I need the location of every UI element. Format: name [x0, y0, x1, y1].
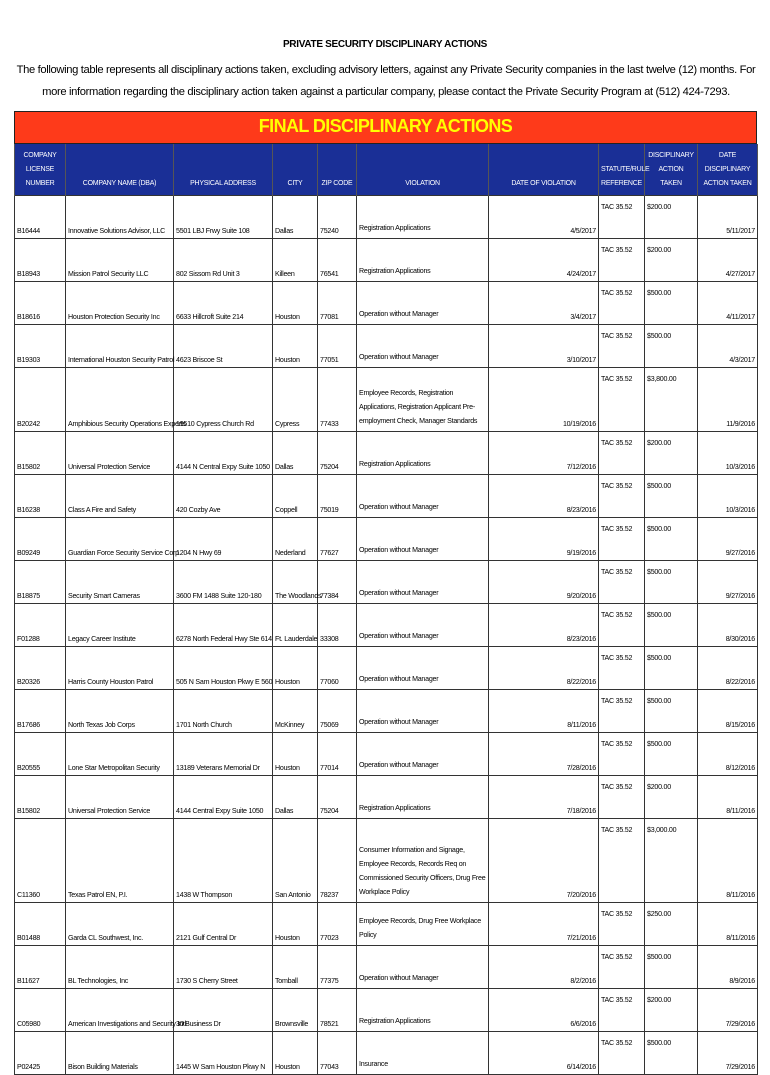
cell-violation: Registration Applications	[357, 776, 489, 819]
cell-physical-address: 1438 W Thompson	[174, 819, 273, 903]
cell-company-name: Garda CL Southwest, Inc.	[66, 903, 174, 946]
cell-violation: Operation without Manager	[357, 690, 489, 733]
cell-company-name: Legacy Career Institute	[66, 604, 174, 647]
cell-violation: Registration Applications	[357, 196, 489, 239]
cell-disciplinary-action: $200.00	[645, 989, 698, 1032]
table-row	[15, 946, 758, 989]
cell-date-action-taken: 8/9/2016	[698, 946, 758, 989]
cell-zip-code: 77051	[318, 325, 357, 368]
cell-zip-code: 33308	[318, 604, 357, 647]
cell-date-action-taken: 7/29/2016	[698, 1032, 758, 1075]
cell-city: Cypress	[273, 368, 318, 432]
table-row	[15, 561, 758, 604]
cell-city: Houston	[273, 733, 318, 776]
cell-disciplinary-action: $200.00	[645, 776, 698, 819]
cell-company-name: International Houston Security Patrol	[66, 325, 174, 368]
cell-statute-reference: TAC 35.52	[599, 1032, 645, 1075]
table-row	[15, 368, 758, 432]
cell-city: Houston	[273, 282, 318, 325]
cell-zip-code: 75069	[318, 690, 357, 733]
cell-statute-reference: TAC 35.52	[599, 239, 645, 282]
table-row	[15, 432, 758, 475]
cell-date-of-violation: 3/10/2017	[489, 325, 599, 368]
cell-zip-code: 77384	[318, 561, 357, 604]
cell-violation: Operation without Manager	[357, 475, 489, 518]
cell-zip-code: 77081	[318, 282, 357, 325]
cell-physical-address: 1445 W Sam Houston Pkwy N	[174, 1032, 273, 1075]
cell-date-of-violation: 8/23/2016	[489, 475, 599, 518]
cell-disciplinary-action: $500.00	[645, 1032, 698, 1075]
cell-statute-reference: TAC 35.52	[599, 733, 645, 776]
cell-date-action-taken: 8/15/2016	[698, 690, 758, 733]
cell-statute-reference: TAC 35.52	[599, 561, 645, 604]
cell-date-of-violation: 4/24/2017	[489, 239, 599, 282]
cell-date-of-violation: 9/20/2016	[489, 561, 599, 604]
cell-company-name: Harris County Houston Patrol	[66, 647, 174, 690]
cell-disciplinary-action: $500.00	[645, 647, 698, 690]
cell-date-action-taken: 4/11/2017	[698, 282, 758, 325]
cell-violation: Registration Applications	[357, 432, 489, 475]
cell-city: Nederland	[273, 518, 318, 561]
cell-date-of-violation: 7/12/2016	[489, 432, 599, 475]
cell-violation: Consumer Information and Signage, Employee Records, Records Req on Commissioned Security Officers, Drug Free Workplace Policy	[357, 819, 489, 903]
cell-physical-address: 2121 Gulf Central Dr	[174, 903, 273, 946]
cell-date-action-taken: 8/12/2016	[698, 733, 758, 776]
cell-date-of-violation: 8/2/2016	[489, 946, 599, 989]
cell-license-number: B15802	[15, 776, 66, 819]
cell-physical-address: 505 N Sam Houston Pkwy E 560	[174, 647, 273, 690]
table-row	[15, 776, 758, 819]
cell-disciplinary-action: $3,000.00	[645, 819, 698, 903]
cell-disciplinary-action: $500.00	[645, 733, 698, 776]
cell-disciplinary-action: $500.00	[645, 946, 698, 989]
cell-zip-code: 77375	[318, 946, 357, 989]
cell-date-action-taken: 7/29/2016	[698, 989, 758, 1032]
cell-city: Tomball	[273, 946, 318, 989]
cell-company-name: Lone Star Metropolitan Security	[66, 733, 174, 776]
cell-disciplinary-action: $500.00	[645, 325, 698, 368]
cell-violation: Operation without Manager	[357, 325, 489, 368]
cell-physical-address: 30 Business Dr	[174, 989, 273, 1032]
cell-zip-code: 76541	[318, 239, 357, 282]
table-row	[15, 604, 758, 647]
cell-statute-reference: TAC 35.52	[599, 475, 645, 518]
cell-city: Ft. Lauderdale	[273, 604, 318, 647]
cell-violation: Operation without Manager	[357, 282, 489, 325]
cell-city: San Antonio	[273, 819, 318, 903]
cell-statute-reference: TAC 35.52	[599, 282, 645, 325]
cell-date-action-taken: 4/3/2017	[698, 325, 758, 368]
table-row	[15, 903, 758, 946]
disciplinary-actions-table	[14, 144, 758, 1075]
cell-statute-reference: TAC 35.52	[599, 604, 645, 647]
cell-company-name: BL Technologies, Inc	[66, 946, 174, 989]
cell-date-action-taken: 9/27/2016	[698, 561, 758, 604]
cell-statute-reference: TAC 35.52	[599, 196, 645, 239]
cell-date-of-violation: 7/20/2016	[489, 819, 599, 903]
cell-zip-code: 75204	[318, 776, 357, 819]
cell-date-action-taken: 4/27/2017	[698, 239, 758, 282]
cell-company-name: Bison Building Materials	[66, 1032, 174, 1075]
cell-zip-code: 75204	[318, 432, 357, 475]
cell-date-of-violation: 4/5/2017	[489, 196, 599, 239]
cell-zip-code: 77014	[318, 733, 357, 776]
section-banner	[14, 111, 757, 144]
cell-date-action-taken: 5/11/2017	[698, 196, 758, 239]
cell-violation: Operation without Manager	[357, 733, 489, 776]
cell-city: Killeen	[273, 239, 318, 282]
cell-disciplinary-action: $250.00	[645, 903, 698, 946]
cell-statute-reference: TAC 35.52	[599, 518, 645, 561]
cell-city: Dallas	[273, 776, 318, 819]
cell-date-action-taken: 9/27/2016	[698, 518, 758, 561]
cell-zip-code: 78521	[318, 989, 357, 1032]
table-row	[15, 239, 758, 282]
cell-license-number: B01488	[15, 903, 66, 946]
cell-violation: Registration Applications	[357, 989, 489, 1032]
cell-physical-address: 6633 Hillcroft Suite 214	[174, 282, 273, 325]
column-header-date-action: DATE DISCIPLINARY ACTION TAKEN	[698, 144, 758, 196]
cell-violation: Operation without Manager	[357, 946, 489, 989]
cell-disciplinary-action: $500.00	[645, 604, 698, 647]
cell-license-number: C11360	[15, 819, 66, 903]
cell-physical-address: 4144 N Central Expy Suite 1050	[174, 432, 273, 475]
cell-license-number: B18875	[15, 561, 66, 604]
column-header-violation: VIOLATION	[357, 144, 489, 196]
table-row	[15, 518, 758, 561]
cell-date-of-violation: 3/4/2017	[489, 282, 599, 325]
cell-date-of-violation: 10/19/2016	[489, 368, 599, 432]
cell-violation: Insurance	[357, 1032, 489, 1075]
cell-date-of-violation: 6/6/2016	[489, 989, 599, 1032]
column-header-zip: ZIP CODE	[318, 144, 357, 196]
cell-violation: Operation without Manager	[357, 518, 489, 561]
cell-physical-address: 5501 LBJ Frwy Suite 108	[174, 196, 273, 239]
cell-date-action-taken: 11/9/2016	[698, 368, 758, 432]
cell-disciplinary-action: $500.00	[645, 282, 698, 325]
column-header-statute: STATUTE/RULE REFERENCE	[599, 144, 645, 196]
cell-statute-reference: TAC 35.52	[599, 776, 645, 819]
cell-violation: Employee Records, Registration Applications, Registration Applicant Pre-employment Check, Manager Standards	[357, 368, 489, 432]
cell-date-of-violation: 8/11/2016	[489, 690, 599, 733]
cell-city: Dallas	[273, 432, 318, 475]
cell-date-of-violation: 8/22/2016	[489, 647, 599, 690]
cell-city: McKinney	[273, 690, 318, 733]
table-row	[15, 196, 758, 239]
cell-date-action-taken: 8/11/2016	[698, 903, 758, 946]
cell-date-of-violation: 7/21/2016	[489, 903, 599, 946]
table-row	[15, 1032, 758, 1075]
cell-violation: Operation without Manager	[357, 647, 489, 690]
cell-statute-reference: TAC 35.52	[599, 690, 645, 733]
cell-city: Coppell	[273, 475, 318, 518]
cell-company-name: Universal Protection Service	[66, 432, 174, 475]
cell-date-action-taken: 8/11/2016	[698, 776, 758, 819]
cell-disciplinary-action: $500.00	[645, 561, 698, 604]
cell-physical-address: 4144 Central Expy Suite 1050	[174, 776, 273, 819]
table-row	[15, 690, 758, 733]
cell-statute-reference: TAC 35.52	[599, 647, 645, 690]
table-row	[15, 989, 758, 1032]
cell-date-action-taken: 10/3/2016	[698, 432, 758, 475]
cell-statute-reference: TAC 35.52	[599, 819, 645, 903]
cell-date-of-violation: 8/23/2016	[489, 604, 599, 647]
cell-physical-address: 3600 FM 1488 Suite 120-180	[174, 561, 273, 604]
cell-date-action-taken: 8/30/2016	[698, 604, 758, 647]
cell-company-name: Guardian Force Security Service Corp	[66, 518, 174, 561]
cell-disciplinary-action: $3,800.00	[645, 368, 698, 432]
cell-date-of-violation: 7/28/2016	[489, 733, 599, 776]
table-row	[15, 325, 758, 368]
cell-date-action-taken: 10/3/2016	[698, 475, 758, 518]
cell-violation: Registration Applications	[357, 239, 489, 282]
cell-violation: Operation without Manager	[357, 604, 489, 647]
cell-city: The Woodlands	[273, 561, 318, 604]
cell-license-number: B18943	[15, 239, 66, 282]
cell-license-number: F01288	[15, 604, 66, 647]
cell-violation: Operation without Manager	[357, 561, 489, 604]
cell-zip-code: 77433	[318, 368, 357, 432]
cell-license-number: B18616	[15, 282, 66, 325]
page-title: PRIVATE SECURITY DISCIPLINARY ACTIONS	[282, 39, 488, 50]
cell-disciplinary-action: $200.00	[645, 239, 698, 282]
cell-license-number: B20326	[15, 647, 66, 690]
table-row	[15, 282, 758, 325]
cell-date-of-violation: 6/14/2016	[489, 1032, 599, 1075]
cell-company-name: Universal Protection Service	[66, 776, 174, 819]
cell-city: Houston	[273, 903, 318, 946]
banner-title: FINAL DISCIPLINARY ACTIONS	[258, 116, 513, 136]
column-header-city: CITY	[273, 144, 318, 196]
cell-company-name: Texas Patrol EN, P.I.	[66, 819, 174, 903]
cell-city: Houston	[273, 1032, 318, 1075]
cell-statute-reference: TAC 35.52	[599, 989, 645, 1032]
cell-physical-address: 420 Cozby Ave	[174, 475, 273, 518]
cell-physical-address: 6278 North Federal Hwy Ste 614	[174, 604, 273, 647]
cell-company-name: Innovative Solutions Advisor, LLC	[66, 196, 174, 239]
table-row	[15, 475, 758, 518]
cell-license-number: B15802	[15, 432, 66, 475]
column-header-date-of-violation: DATE OF VIOLATION	[489, 144, 599, 196]
cell-zip-code: 77060	[318, 647, 357, 690]
cell-license-number: B11627	[15, 946, 66, 989]
cell-zip-code: 75019	[318, 475, 357, 518]
cell-statute-reference: TAC 35.52	[599, 432, 645, 475]
column-header-action: DISCIPLINARY ACTION TAKEN	[645, 144, 698, 196]
cell-company-name: Mission Patrol Security LLC	[66, 239, 174, 282]
cell-physical-address: 13189 Veterans Memorial Dr	[174, 733, 273, 776]
cell-company-name: American Investigations and Security Intl	[66, 989, 174, 1032]
cell-disciplinary-action: $500.00	[645, 475, 698, 518]
cell-city: Houston	[273, 647, 318, 690]
cell-license-number: B17686	[15, 690, 66, 733]
table-row	[15, 733, 758, 776]
cell-zip-code: 75240	[318, 196, 357, 239]
cell-date-action-taken: 8/11/2016	[698, 819, 758, 903]
cell-disciplinary-action: $200.00	[645, 432, 698, 475]
cell-license-number: B20555	[15, 733, 66, 776]
cell-statute-reference: TAC 35.52	[599, 325, 645, 368]
cell-disciplinary-action: $200.00	[645, 196, 698, 239]
cell-statute-reference: TAC 35.52	[599, 946, 645, 989]
cell-zip-code: 78237	[318, 819, 357, 903]
cell-license-number: B16444	[15, 196, 66, 239]
cell-license-number: B16238	[15, 475, 66, 518]
cell-company-name: Houston Protection Security Inc	[66, 282, 174, 325]
cell-date-action-taken: 8/22/2016	[698, 647, 758, 690]
cell-zip-code: 77043	[318, 1032, 357, 1075]
cell-city: Dallas	[273, 196, 318, 239]
cell-company-name: Amphibious Security Operations Experts	[66, 368, 174, 432]
table-row	[15, 819, 758, 903]
cell-zip-code: 77023	[318, 903, 357, 946]
cell-physical-address: 1204 N Hwy 69	[174, 518, 273, 561]
column-header-company-name: COMPANY NAME (DBA)	[66, 144, 174, 196]
cell-physical-address: 4623 Briscoe St	[174, 325, 273, 368]
column-header-license: COMPANY LICENSE NUMBER	[15, 144, 66, 196]
cell-license-number: C05980	[15, 989, 66, 1032]
cell-license-number: B19303	[15, 325, 66, 368]
cell-disciplinary-action: $500.00	[645, 690, 698, 733]
cell-statute-reference: TAC 35.52	[599, 903, 645, 946]
cell-license-number: P02425	[15, 1032, 66, 1075]
cell-physical-address: 802 Sissom Rd Unit 3	[174, 239, 273, 282]
cell-company-name: Security Smart Cameras	[66, 561, 174, 604]
table-header-row	[15, 144, 758, 196]
column-header-address: PHYSICAL ADDRESS	[174, 144, 273, 196]
cell-license-number: B20242	[15, 368, 66, 432]
cell-city: Brownsville	[273, 989, 318, 1032]
table-row	[15, 647, 758, 690]
cell-license-number: B09249	[15, 518, 66, 561]
cell-disciplinary-action: $500.00	[645, 518, 698, 561]
cell-company-name: North Texas Job Corps	[66, 690, 174, 733]
cell-statute-reference: TAC 35.52	[599, 368, 645, 432]
cell-physical-address: 1701 North Church	[174, 690, 273, 733]
cell-zip-code: 77627	[318, 518, 357, 561]
cell-company-name: Class A Fire and Safety	[66, 475, 174, 518]
intro-paragraph: The following table represents all disciplinary actions taken, excluding advisory letters, against any Private Security companies in the last twelve (12) months. For more information regarding the disciplinary action taken against a particular company, please contact the Private Security Program at (512) 424-7293.	[16, 64, 756, 98]
cell-physical-address: 19510 Cypress Church Rd	[174, 368, 273, 432]
cell-date-of-violation: 7/18/2016	[489, 776, 599, 819]
cell-violation: Employee Records, Drug Free Workplace Policy	[357, 903, 489, 946]
cell-city: Houston	[273, 325, 318, 368]
cell-physical-address: 1730 S Cherry Street	[174, 946, 273, 989]
cell-date-of-violation: 9/19/2016	[489, 518, 599, 561]
